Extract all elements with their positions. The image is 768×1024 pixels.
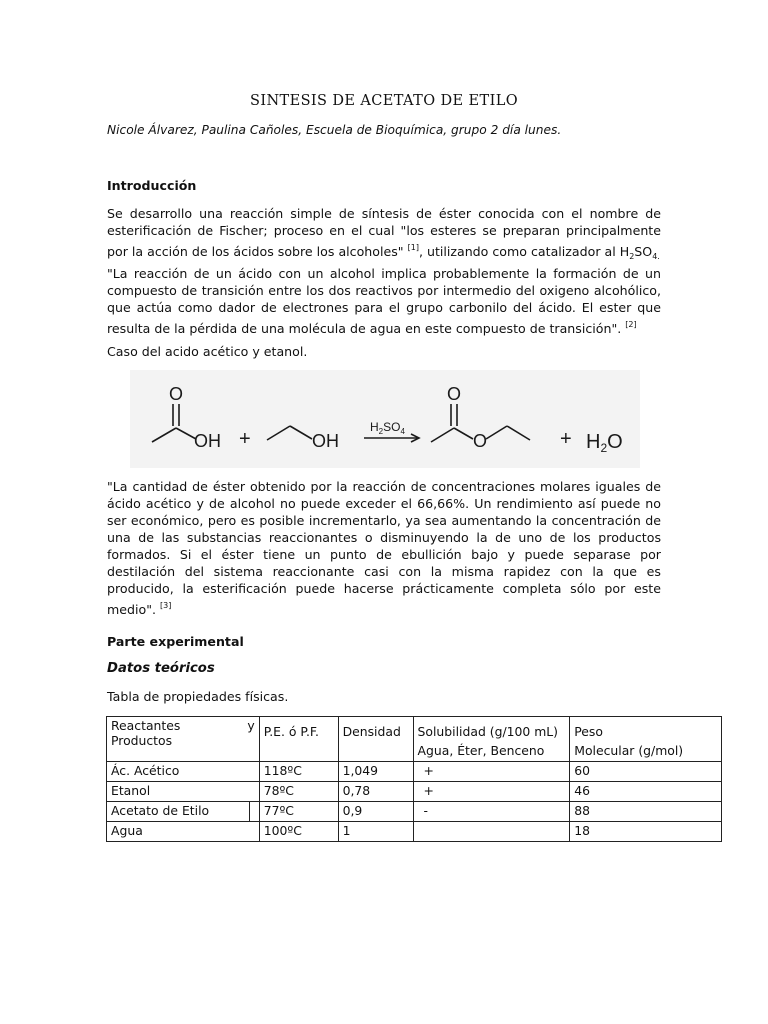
cell-solubility: -	[413, 802, 570, 822]
theoretical-data-subheading: Datos teóricos	[107, 661, 215, 676]
h2so4-so: SO	[634, 244, 653, 259]
cell-pe: 78ºC	[259, 782, 338, 802]
table-row	[107, 822, 722, 842]
ref-1: [1]	[407, 243, 419, 252]
cell-solubility	[413, 822, 570, 842]
acetic-carbonyl-o: O	[169, 384, 184, 404]
catalyst-h: H	[370, 420, 379, 434]
document-title: SINTESIS DE ACETATO DE ETILO	[249, 93, 519, 109]
intro-paragraph-2	[107, 265, 661, 337]
ethanol-oh-label: OH	[312, 431, 339, 451]
header-molecular: Molecular (g/mol)	[570, 742, 722, 762]
ethanol-bond-2	[290, 426, 312, 439]
ester-bond-1	[431, 428, 454, 442]
ester-carbonyl-o: O	[447, 384, 462, 404]
ester-bond-3	[486, 426, 507, 439]
header-reactantes	[107, 717, 260, 762]
table-header-row	[107, 717, 722, 743]
table-row	[107, 782, 722, 802]
acetic-bond-1	[152, 428, 176, 442]
reaction-scheme	[130, 370, 640, 468]
ester-bond-4	[507, 426, 530, 440]
ester-bond-2	[454, 428, 473, 439]
cell-name: Ác. Acético	[107, 762, 260, 782]
cell-name: Etanol	[107, 782, 260, 802]
reaction-svg	[130, 370, 640, 468]
intro-paragraph-1	[107, 205, 661, 265]
intro-p1-tail: , utilizando como catalizador al H	[418, 244, 630, 259]
header-densidad: Densidad	[338, 717, 413, 762]
cell-molecular-weight: 18	[570, 822, 722, 842]
cell-name: Agua	[107, 822, 260, 842]
water-h: H	[586, 431, 601, 453]
cell-spacer	[249, 802, 259, 822]
catalyst-sub-2: 2	[378, 427, 384, 436]
cell-solubility: +	[413, 762, 570, 782]
table-row	[107, 762, 722, 782]
intro-paragraph-4	[107, 478, 661, 618]
catalyst-label	[370, 420, 405, 436]
cell-density: 0,78	[338, 782, 413, 802]
ester-oxygen: O	[473, 431, 488, 451]
header-solubilidad: Solubilidad (g/100 mL)	[413, 717, 570, 743]
water-formula	[586, 431, 623, 455]
header-pe: P.E. ó P.F.	[259, 717, 338, 762]
cell-molecular-weight: 88	[570, 802, 722, 822]
table-caption: Tabla de propiedades físicas.	[107, 689, 289, 704]
catalyst-so: SO	[383, 420, 401, 434]
intro-p2-text: "La reacción de un ácido con un alcohol implica probablemente la formación de un compuesto de transición entre los dos reactivos por intermedio del oxigeno alcohólico, que actúa como dador de electrones para el grupo carbonilo del ácido. El ester que resulta de la pérdida de una molécula de agua en este compuesto de transición".	[107, 266, 661, 336]
intro-paragraph-3: Caso del acido acético y etanol.	[107, 344, 308, 359]
intro-p1-text: Se desarrollo una reacción simple de síntesis de éster conocida con el nombre de esterificación de Fischer; proceso en el cual "los esteres se preparan principalmente por la acción de los ácidos sobre los alcoholes"	[107, 206, 661, 259]
authors-line: Nicole Álvarez, Paulina Cañoles, Escuela de Bioquímica, grupo 2 día lunes.	[107, 123, 562, 137]
header-solventes: Agua, Éter, Benceno	[413, 742, 570, 762]
cell-name: Acetato de Etilo	[107, 802, 250, 822]
header-peso: Peso	[570, 717, 722, 743]
ethanol-bond-1	[267, 426, 290, 440]
cell-molecular-weight: 46	[570, 782, 722, 802]
cell-solubility: +	[413, 782, 570, 802]
table-row	[107, 802, 722, 822]
water-sub-2: 2	[600, 441, 608, 455]
h2so4-sub-2: 2	[629, 252, 635, 261]
cell-pe: 100ºC	[259, 822, 338, 842]
experimental-heading: Parte experimental	[107, 634, 244, 649]
plus-sign-2: +	[560, 428, 572, 450]
header-productos-label: Productos	[111, 733, 173, 748]
cell-density: 1	[338, 822, 413, 842]
intro-heading: Introducción	[107, 178, 197, 193]
water-o: O	[607, 431, 623, 453]
ref-2: [2]	[625, 320, 637, 329]
cell-pe: 118ºC	[259, 762, 338, 782]
header-reactantes-label: Reactantes	[111, 718, 181, 733]
acetic-bond-2	[176, 428, 196, 439]
header-y-label: y	[247, 718, 255, 733]
physical-properties-table	[106, 716, 722, 842]
catalyst-sub-4: 4	[400, 427, 405, 436]
plus-sign-1: +	[239, 428, 251, 450]
ref-3: [3]	[160, 601, 172, 610]
cell-molecular-weight: 60	[570, 762, 722, 782]
h2so4-sub-4: 4.	[652, 252, 660, 261]
cell-pe: 77ºC	[259, 802, 338, 822]
cell-density: 1,049	[338, 762, 413, 782]
acetic-oh-label: OH	[194, 431, 221, 451]
cell-density: 0,9	[338, 802, 413, 822]
intro-p4-text: "La cantidad de éster obtenido por la reacción de concentraciones molares iguales de ácido acético y de alcohol no puede exceder el 66,66%. Un rendimiento así puede no ser económico, pero es posible incrementarlo, ya sea aumentando la concentración de una de las substancias reaccionantes o disminuyendo la de uno de los productos formados. Si el éster tiene un punto de ebullición bajo y puede separase por destilación del sistema reaccionante casi con la misma rapidez con la que es producido, la esterificación puede hacerse prácticamente completa sólo por este medio".	[107, 479, 661, 617]
